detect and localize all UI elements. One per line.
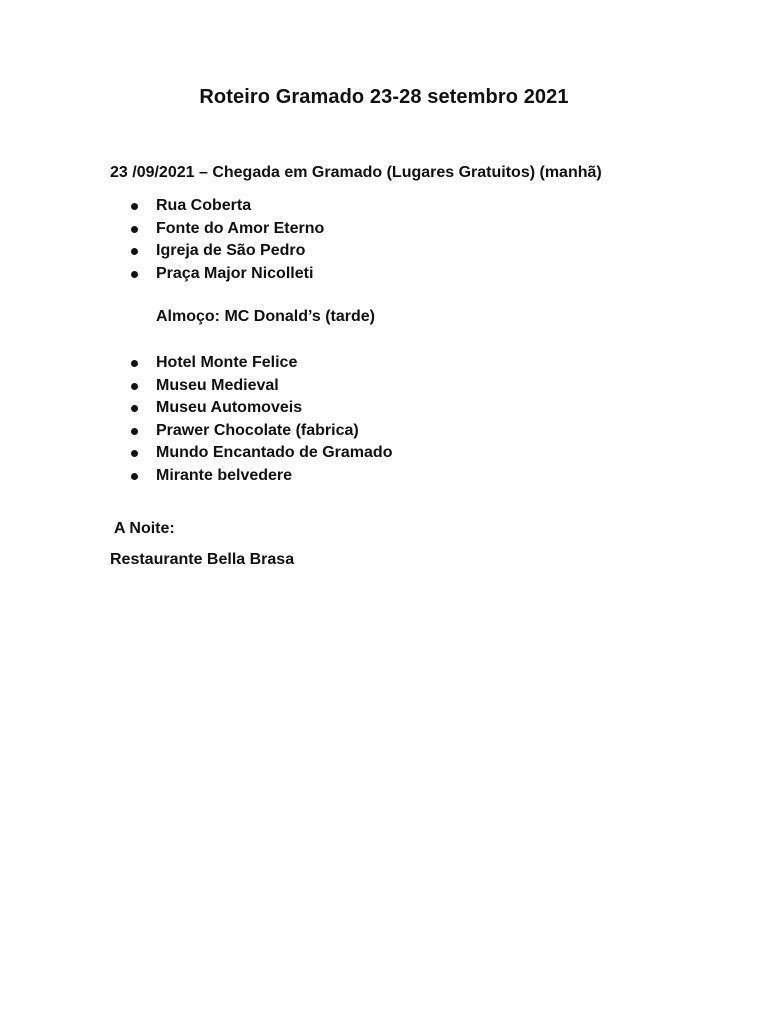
morning-list — [0, 195, 324, 285]
list-item — [0, 352, 392, 375]
lunch-note: Almoço: MC Donald’s (tarde) — [156, 308, 375, 325]
evening-place: Restaurante Bella Brasa — [110, 551, 295, 568]
list-item — [0, 375, 392, 398]
day-heading: 23 /09/2021 – Chegada em Gramado (Lugares Gratuitos) (manhã) — [110, 164, 602, 181]
list-item-label: Prawer Chocolate (fabrica) — [156, 421, 359, 439]
list-item — [0, 397, 392, 420]
list-item-label: Praça Major Nicolleti — [156, 264, 314, 282]
afternoon-list — [0, 352, 392, 487]
evening-label: A Noite: — [114, 520, 175, 537]
bullet-icon — [131, 203, 138, 210]
list-item-label: Fonte do Amor Eterno — [156, 219, 325, 237]
bullet-icon — [131, 383, 138, 390]
list-item-label: Igreja de São Pedro — [156, 242, 306, 259]
list-item-label: Mundo Encantado de Gramado — [156, 444, 393, 461]
bullet-icon — [131, 473, 138, 480]
list-item — [0, 218, 324, 241]
document-title: Roteiro Gramado 23-28 setembro 2021 — [199, 86, 569, 108]
list-item — [0, 240, 324, 263]
bullet-icon — [131, 428, 138, 435]
bullet-icon — [131, 226, 138, 233]
list-item-label: Rua Coberta — [156, 197, 252, 214]
list-item-label: Hotel Monte Felice — [156, 354, 298, 371]
list-item — [0, 195, 324, 218]
bullet-icon — [131, 360, 138, 367]
list-item-label: Museu Automoveis — [156, 399, 303, 416]
list-item-label: Mirante belvedere — [156, 466, 293, 484]
list-item — [0, 465, 392, 488]
list-item — [0, 420, 392, 443]
list-item-label: Museu Medieval — [156, 376, 279, 394]
bullet-icon — [131, 271, 138, 278]
list-item — [0, 263, 324, 286]
bullet-icon — [131, 405, 138, 412]
list-item — [0, 442, 392, 465]
bullet-icon — [131, 450, 138, 457]
bullet-icon — [131, 248, 138, 255]
